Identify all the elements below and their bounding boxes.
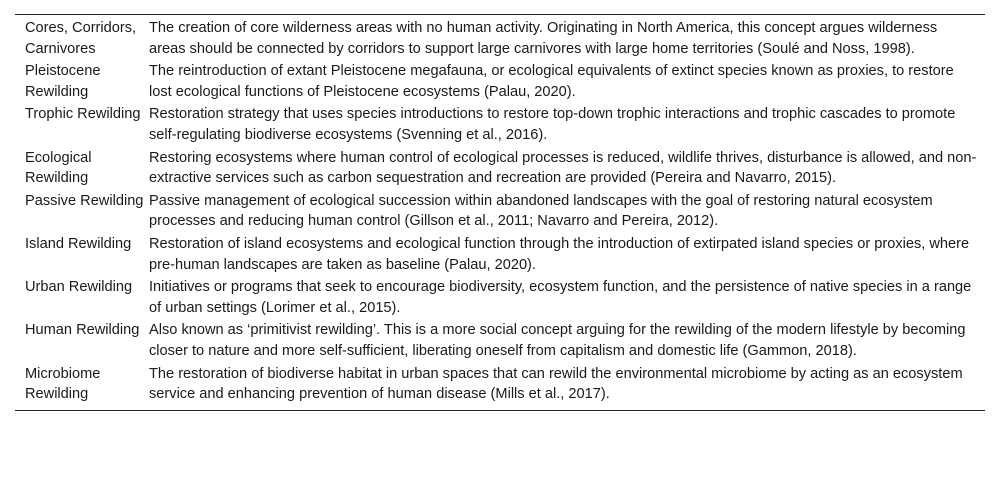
definition-cell: Also known as ‘primitivist rewilding’. This is a more social concept arguing for the rewilding of the modern lifestyle by becoming closer to nature and more self-sufficient, liberating oneself from capitalism and domestic life (Gammon, 2018). bbox=[149, 322, 966, 359]
table-row bbox=[15, 104, 985, 147]
term-cell: Human Rewilding bbox=[25, 322, 140, 339]
definition-cell: The reintroduction of extant Pleistocene megafauna, or ecological equivalents of extinct species known as proxies, to restore lost ecological functions of Pleistocene ecosystems (Palau, 2020). bbox=[149, 63, 954, 100]
rewilding-definitions-table-container bbox=[15, 14, 985, 411]
term-cell: Pleistocene Rewilding bbox=[25, 63, 101, 100]
definition-cell: Restoration of island ecosystems and ecological function through the introduction of extirpated island species or proxies, where pre-human landscapes are taken as baseline (Palau, 2020). bbox=[149, 235, 970, 273]
table-row bbox=[15, 320, 985, 363]
definition-cell: The creation of core wilderness areas with no human activity. Originating in North America, this concept argues wilderness areas should be connected by corridors to support large carnivores with large home territories (Soulé and Noss, 1998). bbox=[149, 20, 938, 57]
table-row bbox=[15, 191, 985, 234]
definition-cell: Initiatives or programs that seek to encourage biodiversity, ecosystem function, and the persistence of native species in a range of urban settings (Lorimer et al., 2015). bbox=[149, 279, 972, 316]
table-row bbox=[15, 61, 985, 104]
rewilding-definitions-table bbox=[15, 14, 985, 411]
table-row bbox=[15, 364, 985, 411]
term-cell: Trophic Rewilding bbox=[25, 106, 141, 123]
term-cell: Island Rewilding bbox=[25, 235, 132, 252]
definition-cell: Restoration strategy that uses species introductions to restore top-down trophic interactions and trophic cascades to promote self-regulating biodiverse ecosystems (Svenning et al., 2016). bbox=[149, 106, 956, 143]
term-cell: Microbiome Rewilding bbox=[25, 365, 101, 403]
definition-cell: Restoring ecosystems where human control of ecological processes is reduced, wildlife thrives, disturbance is allowed, and non-extractive services such as carbon sequestration and recreation are provided (Pereira and Navarro, 2015). bbox=[149, 149, 977, 187]
definition-cell: The restoration of biodiverse habitat in urban spaces that can rewild the environmental microbiome by acting as an ecosystem service and enhancing prevention of human disease (Mills et al., 2017). bbox=[149, 365, 963, 403]
table-row bbox=[15, 234, 985, 277]
term-cell: Ecological Rewilding bbox=[25, 149, 92, 187]
table-row bbox=[15, 148, 985, 191]
term-cell: Cores, Corridors, Carnivores bbox=[25, 20, 137, 57]
table-row bbox=[15, 277, 985, 320]
term-cell: Urban Rewilding bbox=[25, 279, 133, 296]
term-cell: Passive Rewilding bbox=[25, 192, 144, 209]
table-row bbox=[15, 15, 985, 62]
definition-cell: Passive management of ecological succession within abandoned landscapes with the goal of restoring natural ecosystem processes and reducing human control (Gillson et al., 2011; Navarro and Pereira, 2012). bbox=[149, 192, 933, 230]
